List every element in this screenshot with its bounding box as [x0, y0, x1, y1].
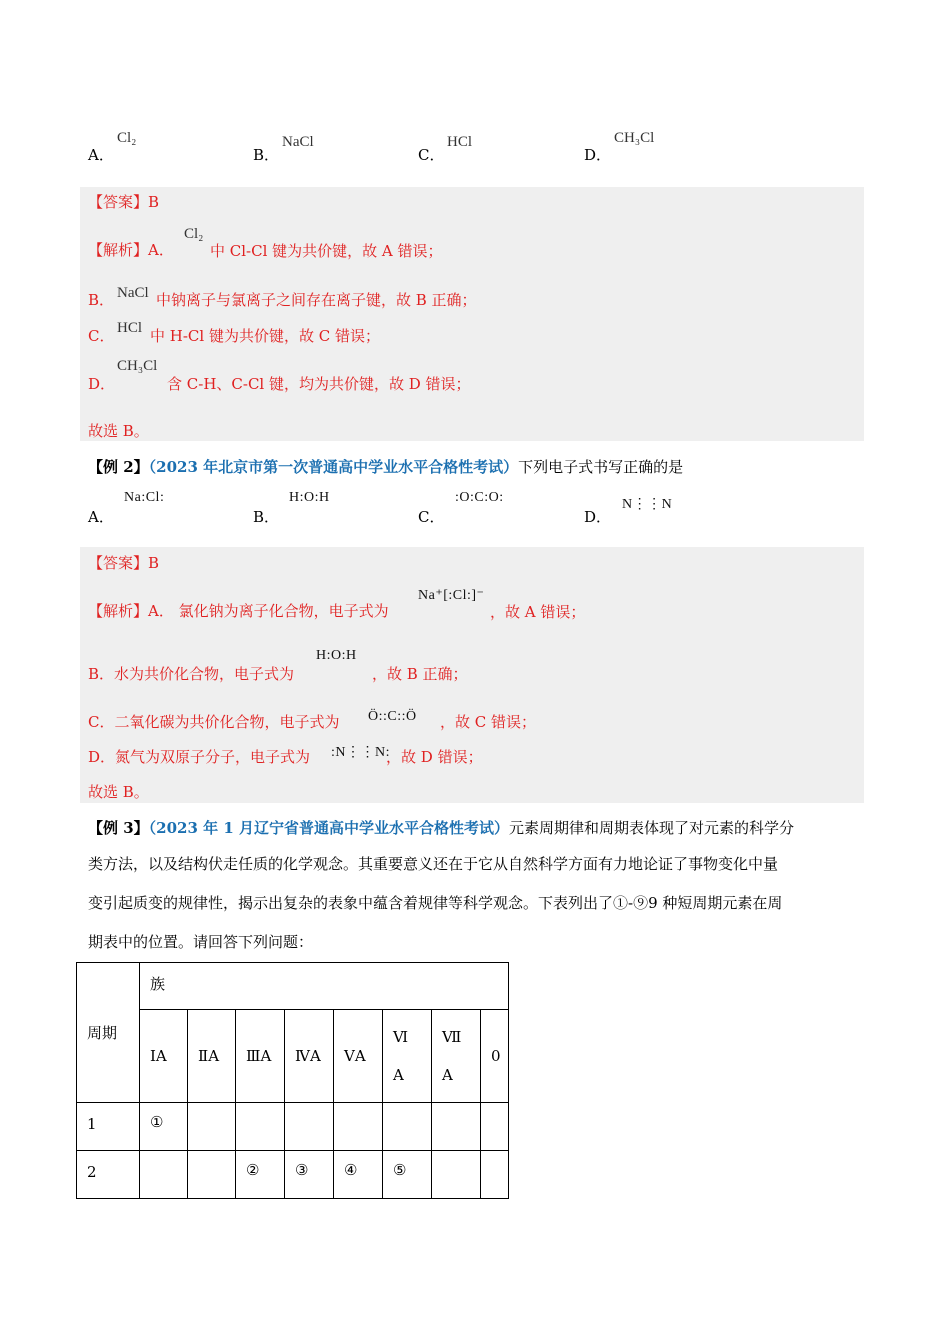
group-header: 族 [150, 975, 166, 993]
q1-option-b-formula: NaCl [282, 134, 314, 150]
group-cell [481, 1010, 509, 1103]
table-cell [236, 1103, 285, 1151]
q2-analysis-a-text: 氯化钠为离子化合物，电子式为 [178, 602, 389, 620]
group-label: ⅡA [198, 1047, 220, 1065]
group-label: ⅤA [344, 1047, 366, 1065]
group-label: Ⅵ A [393, 1028, 409, 1084]
table-cell [140, 1103, 188, 1151]
q1-analysis-b-text: 中钠离子与氯离子之间存在离子键，故 B 正确； [156, 291, 477, 309]
table-cell [140, 1151, 188, 1199]
group-cell [285, 1010, 334, 1103]
q1-analysis-a-text: 中 Cl-Cl 键为共价键，故 A 错误； [210, 242, 443, 260]
q2-option-d-letter: D． [584, 508, 612, 526]
group-cell [140, 1010, 188, 1103]
group-header-cell [140, 963, 509, 1010]
cell-value: ① [150, 1113, 164, 1131]
group-cell [432, 1010, 481, 1103]
analysis-prefix: 【解析】A． [88, 602, 174, 620]
q1-analysis-d-text: 含 C-H、C-Cl 键，均为共价键，故 D 错误； [167, 375, 471, 393]
table-cell [383, 1151, 432, 1199]
table-cell [334, 1103, 383, 1151]
q2-option-c-formula: :O:C:O: [455, 490, 504, 505]
cell-value: ⑤ [393, 1161, 407, 1179]
q1-option-b-letter: B． [253, 146, 280, 164]
table-cell [481, 1151, 509, 1199]
group-label: 0 [491, 1047, 501, 1065]
period-header-cell [77, 963, 140, 1103]
q2-option-a-formula: Na:Cl: [124, 490, 165, 505]
table-cell [236, 1151, 285, 1199]
q2-stem [88, 457, 683, 477]
q1-analysis-b-prefix: B． [88, 291, 115, 309]
q2-analysis-c-formula: Ö::C::Ö [368, 709, 417, 724]
q1-analysis-a-formula: Cl₂ [184, 226, 204, 242]
q1-option-d-letter: D． [584, 146, 612, 164]
period-header: 周期 [87, 1024, 118, 1042]
q2-option-b-formula: H:O:H [289, 490, 330, 505]
group-label: Ⅶ A [442, 1028, 462, 1084]
q3-line-4: 期表中的位置。请回答下列问题： [88, 933, 314, 951]
group-label: ⅣA [295, 1047, 321, 1065]
q1-conclusion: 故选 B。 [88, 422, 149, 440]
table-cell [432, 1103, 481, 1151]
q2-option-d-formula: N⋮⋮N [622, 497, 673, 512]
q2-analysis-a [88, 601, 389, 621]
q1-analysis-d-formula: CH₃Cl [117, 358, 158, 374]
q2-answer-line: 【答案】B [88, 554, 160, 572]
q2-analysis-d-formula: :N⋮⋮N: [331, 745, 390, 760]
group-cell [334, 1010, 383, 1103]
q2-analysis-d-text: D．氮气为双原子分子，电子式为 [88, 748, 311, 766]
table-cell [188, 1103, 236, 1151]
q3-line-1 [88, 818, 794, 838]
q1-analysis-c-prefix: C． [88, 327, 115, 345]
q3-line1-rest: 元素周期律和周期表体现了对元素的科学分 [509, 819, 795, 837]
q1-analysis-a [88, 240, 174, 260]
q2-analysis-c-text: C．二氧化碳为共价化合物，电子式为 [88, 713, 340, 731]
cell-value: ③ [295, 1161, 309, 1179]
q3-line-2: 类方法，以及结构伏走任质的化学观念。其重要意义还在于它从自然科学方面有力地论证了事物变化中量 [88, 855, 779, 873]
q2-conclusion: 故选 B。 [88, 783, 149, 801]
cell-value: ② [246, 1161, 260, 1179]
table-cell [383, 1103, 432, 1151]
group-label: ⅢA [246, 1047, 272, 1065]
period-label: 2 [87, 1163, 97, 1181]
q2-option-a-letter: A． [88, 508, 114, 526]
table-row [77, 1151, 509, 1199]
table-cell [188, 1151, 236, 1199]
q2-analysis-d-end: ，故 D 错误； [386, 748, 483, 766]
q3-line-3: 变引起质变的规律性，揭示出复杂的表象中蕴含着规律等科学观念。下表列出了①-⑨9 种短周期元素在周 [88, 894, 783, 912]
q2-analysis-b-text: B．水为共价化合物，电子式为 [88, 665, 295, 683]
q1-analysis-d-prefix: D． [88, 375, 116, 393]
period-cell [77, 1103, 140, 1151]
q2-analysis-c-end: ，故 C 错误； [440, 713, 537, 731]
q2-analysis-b-end: ，故 B 正确； [372, 665, 468, 683]
analysis-prefix: 【解析】A． [88, 241, 174, 259]
q1-option-a-formula: Cl₂ [117, 130, 137, 146]
table-cell [285, 1151, 334, 1199]
q1-answer-line: 【答案】B [88, 193, 160, 211]
q2-option-c-letter: C． [418, 508, 445, 526]
q1-option-d-formula: CH₃Cl [614, 130, 655, 146]
q1-option-c-formula: HCl [447, 134, 473, 150]
q2-option-b-letter: B． [253, 508, 280, 526]
table-row [77, 1103, 509, 1151]
q2-label: 【例 2】 [88, 458, 149, 476]
q1-analysis-b-formula: NaCl [117, 285, 149, 301]
q1-option-a-letter: A． [88, 146, 114, 164]
q2-analysis-b-formula: H:O:H [316, 648, 357, 663]
group-cell [236, 1010, 285, 1103]
q1-option-c-letter: C． [418, 146, 445, 164]
q2-question: 下列电子式书写正确的是 [518, 458, 684, 476]
cell-value: ④ [344, 1161, 358, 1179]
period-label: 1 [87, 1115, 97, 1133]
q2-analysis-a-end: ，故 A 错误； [490, 603, 586, 621]
table-cell [334, 1151, 383, 1199]
q2-analysis-a-formula: Na⁺[:Cl:]⁻ [418, 588, 485, 603]
group-cell [188, 1010, 236, 1103]
q2-source: （2023 年北京市第一次普通高中学业水平合格性考试） [148, 458, 519, 476]
table-cell [481, 1103, 509, 1151]
period-cell [77, 1151, 140, 1199]
q1-analysis-c-text: 中 H-Cl 键为共价键，故 C 错误； [150, 327, 380, 345]
group-cell [383, 1010, 432, 1103]
q3-source: （2023 年 1 月辽宁省普通高中学业水平合格性考试） [148, 819, 510, 837]
q3-label: 【例 3】 [88, 819, 149, 837]
table-cell [285, 1103, 334, 1151]
table-cell [432, 1151, 481, 1199]
q1-analysis-c-formula: HCl [117, 320, 143, 336]
group-label: ⅠA [150, 1047, 167, 1065]
periodic-table [76, 962, 509, 1199]
